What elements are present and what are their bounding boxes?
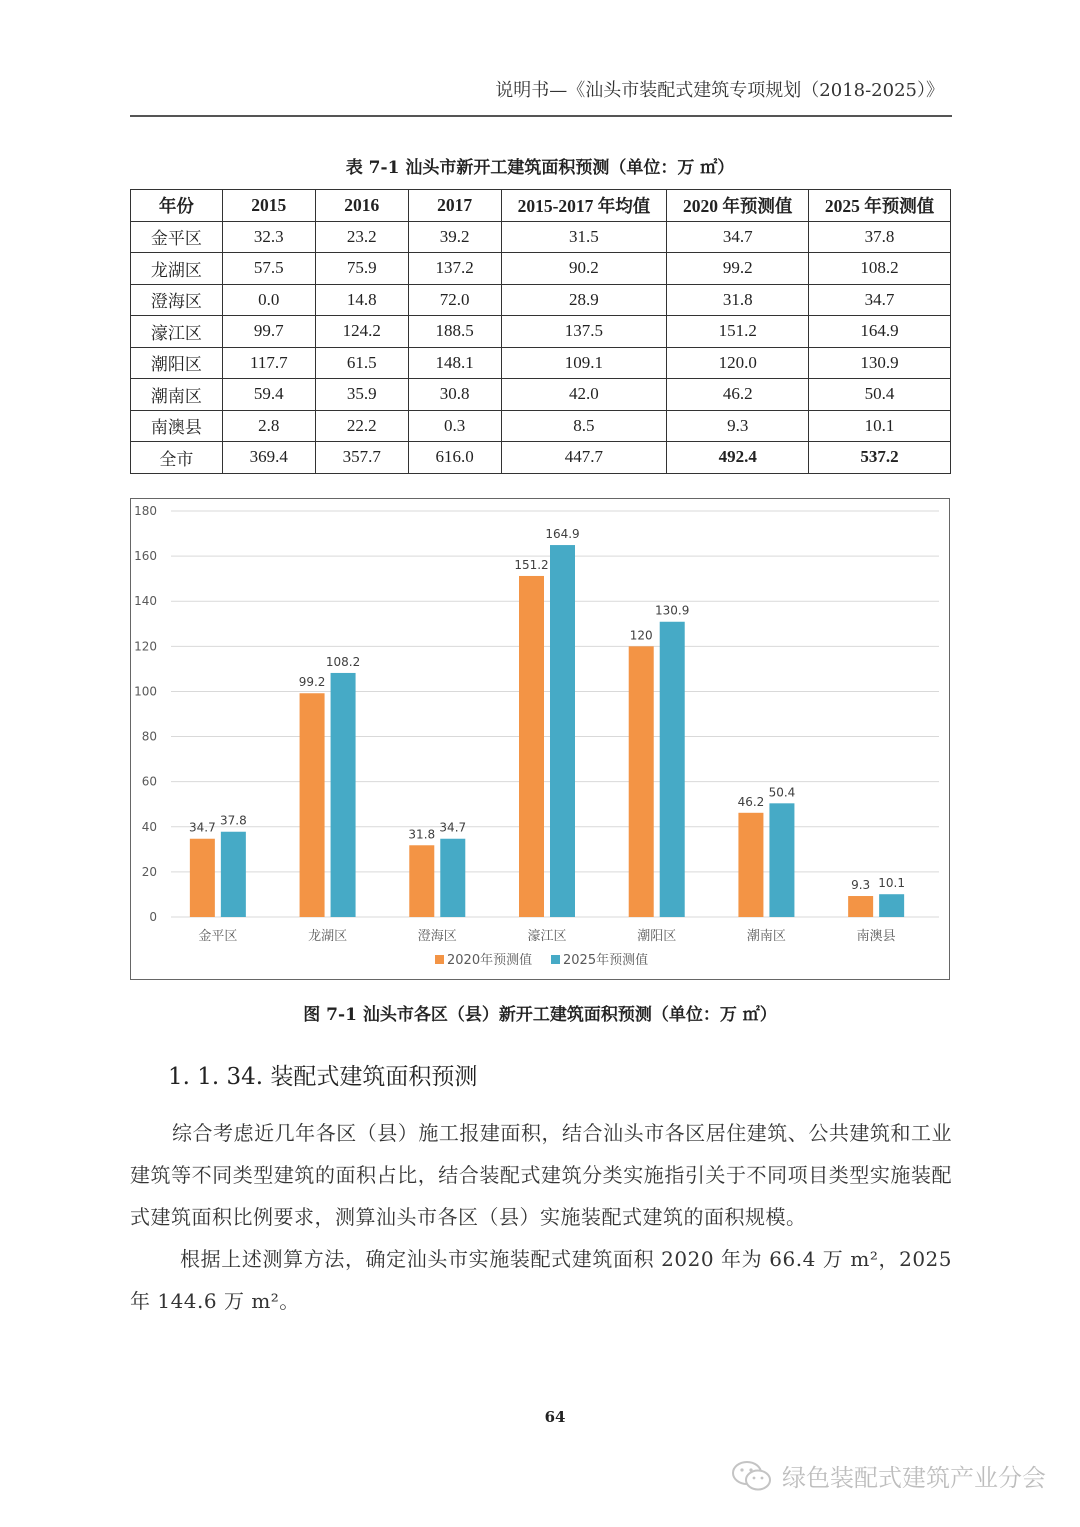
table-row xyxy=(131,221,951,253)
table-cell: 99.7 xyxy=(222,316,315,348)
body-paragraph: 根据上述测算方法，确定汕头市实施装配式建筑面积 2020 年为 66.4 万 m²，2025 年 144.6 万 m²。 xyxy=(130,1247,952,1313)
bar-data-label: 50.4 xyxy=(768,785,796,800)
legend-label: 2025年预测值 xyxy=(563,953,649,968)
table-cell: 124.2 xyxy=(315,316,408,348)
header-rule xyxy=(130,115,952,117)
table-header-row xyxy=(131,190,951,222)
table-cell: 10.1 xyxy=(809,410,951,442)
bar xyxy=(221,832,246,917)
table-cell: 金平区 xyxy=(131,221,223,253)
table-row xyxy=(131,253,951,285)
table-cell: 31.5 xyxy=(501,221,667,253)
table-cell: 492.4 xyxy=(667,442,809,474)
legend-label: 2020年预测值 xyxy=(447,953,533,968)
table-cell: 9.3 xyxy=(667,410,809,442)
table-cell: 28.9 xyxy=(501,284,667,316)
table-cell: 2.8 xyxy=(222,410,315,442)
table-total-row xyxy=(131,442,951,474)
table-cell: 75.9 xyxy=(315,253,408,285)
bar-data-label: 34.7 xyxy=(439,820,467,835)
legend-swatch xyxy=(435,955,444,964)
table-cell: 46.2 xyxy=(667,379,809,411)
y-tick-label: 180 xyxy=(134,504,157,518)
table-cell: 22.2 xyxy=(315,410,408,442)
table-cell: 潮阳区 xyxy=(131,347,223,379)
header-cell: 2015-2017 年均值 xyxy=(501,190,667,222)
table-cell: 137.2 xyxy=(408,253,501,285)
table-cell: 61.5 xyxy=(315,347,408,379)
table-cell: 99.2 xyxy=(667,253,809,285)
bar xyxy=(331,673,356,917)
watermark-text: 绿色装配式建筑产业分会 xyxy=(782,1464,1046,1492)
wechat-icon xyxy=(730,1459,774,1493)
bar-data-label: 9.3 xyxy=(851,878,871,893)
bar xyxy=(879,894,904,917)
table-cell: 447.7 xyxy=(501,442,667,474)
table-cell: 108.2 xyxy=(809,253,951,285)
header-cell: 2017 xyxy=(408,190,501,222)
table-cell: 0.3 xyxy=(408,410,501,442)
watermark xyxy=(730,1458,1046,1493)
x-tick-label: 潮阳区 xyxy=(637,929,677,944)
bar-data-label: 108.2 xyxy=(325,654,361,669)
table-row xyxy=(131,316,951,348)
table-cell: 369.4 xyxy=(222,442,315,474)
table-cell: 120.0 xyxy=(667,347,809,379)
header-cell: 2016 xyxy=(315,190,408,222)
x-tick-label: 南澳县 xyxy=(856,929,896,944)
table-row xyxy=(131,379,951,411)
bar xyxy=(519,576,544,917)
bar-data-label: 10.1 xyxy=(878,876,906,891)
figure-caption: 图 7-1 汕头市各区（县）新开工建筑面积预测（单位：万 ㎡） xyxy=(303,1005,777,1025)
y-tick-label: 80 xyxy=(141,729,157,744)
table-cell: 39.2 xyxy=(408,221,501,253)
bar-data-label: 151.2 xyxy=(514,557,549,572)
bar xyxy=(190,839,215,917)
table-row xyxy=(131,410,951,442)
bar xyxy=(629,646,654,917)
bar-data-label: 120 xyxy=(629,628,653,643)
x-tick-label: 澄海区 xyxy=(417,929,457,944)
table-cell: 188.5 xyxy=(408,316,501,348)
section-heading: 1. 1. 34. 装配式建筑面积预测 xyxy=(168,1064,478,1090)
y-tick-label: 140 xyxy=(134,594,157,609)
bar xyxy=(409,845,434,917)
body-paragraph: 综合考虑近几年各区（县）施工报建面积，结合汕头市各区居住建筑、公共建筑和工业建筑等不同类型建筑的面积占比，结合装配式建筑分类实施指引关于不同项目类型实施装配式建筑面积比例要求，测算汕头市各区（县）实施装配式建筑的面积规模。 xyxy=(130,1121,952,1229)
table-cell: 72.0 xyxy=(408,284,501,316)
table-row xyxy=(131,284,951,316)
table-cell: 濠江区 xyxy=(131,316,223,348)
header-cell: 2015 xyxy=(222,190,315,222)
bar-chart-svg xyxy=(131,499,951,981)
table-cell: 23.2 xyxy=(315,221,408,253)
y-tick-label: 100 xyxy=(134,684,157,699)
x-tick-label: 龙湖区 xyxy=(308,929,348,944)
table-cell: 109.1 xyxy=(501,347,667,379)
table-cell: 90.2 xyxy=(501,253,667,285)
bar xyxy=(660,622,685,917)
y-tick-label: 60 xyxy=(141,774,157,789)
table-cell: 35.9 xyxy=(315,379,408,411)
x-tick-label: 潮南区 xyxy=(746,929,786,944)
table-cell: 57.5 xyxy=(222,253,315,285)
table-cell: 37.8 xyxy=(809,221,951,253)
table-cell: 50.4 xyxy=(809,379,951,411)
table-cell: 164.9 xyxy=(809,316,951,348)
table-cell: 澄海区 xyxy=(131,284,223,316)
bar xyxy=(848,896,873,917)
bar-data-label: 130.9 xyxy=(655,603,690,618)
legend-swatch xyxy=(551,955,560,964)
bar-data-label: 31.8 xyxy=(408,827,436,842)
bar-data-label: 37.8 xyxy=(219,813,247,828)
table-cell: 32.3 xyxy=(222,221,315,253)
table-cell: 龙湖区 xyxy=(131,253,223,285)
table-cell: 151.2 xyxy=(667,316,809,348)
page-header-title: 说明书—《汕头市装配式建筑专项规划（2018-2025）》 xyxy=(495,80,944,101)
y-tick-label: 0 xyxy=(149,910,157,924)
bar xyxy=(550,545,575,917)
table-cell: 34.7 xyxy=(667,221,809,253)
header-cell: 2020 年预测值 xyxy=(667,190,809,222)
table-cell: 31.8 xyxy=(667,284,809,316)
x-tick-label: 金平区 xyxy=(198,929,238,944)
table-cell: 357.7 xyxy=(315,442,408,474)
table-row xyxy=(131,347,951,379)
table-cell: 8.5 xyxy=(501,410,667,442)
table-cell: 148.1 xyxy=(408,347,501,379)
bar xyxy=(440,839,465,917)
table-cell: 34.7 xyxy=(809,284,951,316)
x-tick-label: 濠江区 xyxy=(527,929,567,944)
bar-data-label: 99.2 xyxy=(298,675,326,690)
table-cell: 130.9 xyxy=(809,347,951,379)
table-cell: 全市 xyxy=(131,442,223,474)
y-tick-label: 40 xyxy=(141,819,157,834)
bar xyxy=(738,813,763,917)
table-cell: 59.4 xyxy=(222,379,315,411)
table-cell: 42.0 xyxy=(501,379,667,411)
table-cell: 14.8 xyxy=(315,284,408,316)
table-cell: 117.7 xyxy=(222,347,315,379)
page-number: 64 xyxy=(544,1408,566,1426)
header-cell: 2025 年预测值 xyxy=(809,190,951,222)
table-caption: 表 7-1 汕头市新开工建筑面积预测（单位：万 ㎡） xyxy=(345,158,735,178)
bar-data-label: 164.9 xyxy=(545,527,580,542)
bar-data-label: 34.7 xyxy=(188,820,216,835)
table-cell: 南澳县 xyxy=(131,410,223,442)
y-tick-label: 20 xyxy=(141,864,157,879)
table-cell: 潮南区 xyxy=(131,379,223,411)
table-cell: 616.0 xyxy=(408,442,501,474)
table-cell: 0.0 xyxy=(222,284,315,316)
bar-data-label: 46.2 xyxy=(737,794,765,809)
bar-chart xyxy=(130,498,950,980)
header-cell: 年份 xyxy=(131,190,223,222)
table-cell: 30.8 xyxy=(408,379,501,411)
bar xyxy=(769,803,794,917)
area-forecast-table xyxy=(130,189,951,474)
y-tick-label: 120 xyxy=(134,639,157,654)
table-cell: 537.2 xyxy=(809,442,951,474)
y-tick-label: 160 xyxy=(134,549,157,564)
table-cell: 137.5 xyxy=(501,316,667,348)
bar xyxy=(300,693,325,917)
